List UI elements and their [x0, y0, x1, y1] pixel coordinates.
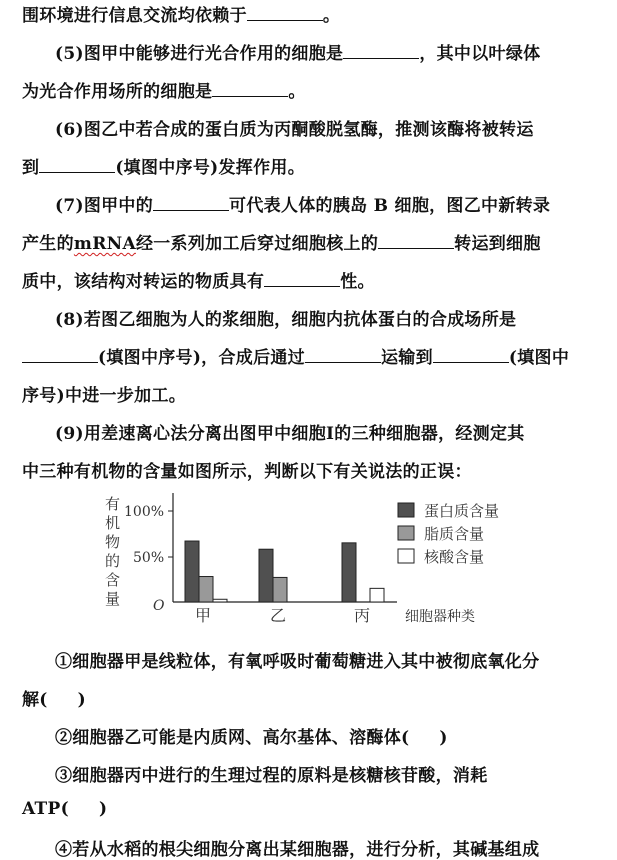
answer-blank[interactable] — [22, 348, 98, 363]
question-8-line-3 — [22, 381, 186, 406]
text: ) — [98, 799, 108, 819]
text: 到 — [22, 158, 40, 178]
answer-blank[interactable] — [378, 234, 454, 249]
statement-1-line-2 — [22, 685, 86, 710]
text: 。 — [322, 6, 341, 26]
text: (8)若图乙细胞为人的浆细胞，细胞内抗体蛋白的合成场所是 — [55, 310, 517, 330]
text: 可代表人体的胰岛 B 细胞，图乙中新转录 — [229, 196, 551, 216]
text: 转运到细胞 — [454, 234, 541, 254]
answer-blank[interactable] — [212, 82, 288, 97]
organelle-content-chart — [0, 485, 617, 635]
statement-1-line-1 — [55, 647, 539, 672]
text: ，其中以叶绿体 — [419, 44, 541, 64]
origin-label: O — [153, 598, 165, 614]
statement-2-line — [55, 723, 448, 748]
legend-label: 脂质含量 — [424, 525, 485, 543]
text: (填图中序号)发挥作用。 — [115, 158, 305, 178]
question-6-line-1 — [55, 115, 534, 140]
x-tick-label: 乙 — [270, 606, 287, 625]
question-5-line-1 — [55, 39, 540, 64]
text: 产生的 — [22, 234, 74, 254]
text: ①细胞器甲是线粒体，有氧呼吸时葡萄糖进入其中被彻底氧化分 — [55, 652, 540, 672]
text: 为光合作用场所的细胞是 — [22, 82, 213, 102]
answer-blank[interactable] — [247, 6, 323, 21]
text: 序号)中进一步加工。 — [22, 386, 187, 406]
legend-swatch — [398, 549, 414, 563]
y-axis-label — [105, 495, 120, 608]
bars — [185, 541, 384, 602]
answer-blank[interactable] — [39, 158, 115, 173]
answer-blank[interactable] — [433, 348, 509, 363]
answer-blank[interactable] — [264, 272, 340, 287]
answer-blank[interactable] — [305, 348, 381, 363]
text: (5)图甲中能够进行光合作用的细胞是 — [55, 44, 344, 64]
text: (填图中序号)，合成后通过 — [98, 348, 305, 368]
text: ) — [439, 728, 448, 748]
question-7-line-2 — [22, 229, 541, 254]
mrna-term: mRNA — [73, 234, 136, 254]
text: 解( — [22, 690, 48, 710]
bar-1-2 — [259, 549, 273, 602]
text: 中三种有机物的含量如图所示，判断以下有关说法的正误： — [22, 462, 472, 482]
text: ) — [77, 690, 86, 710]
bar-2-1 — [199, 577, 213, 602]
statement-4-line — [55, 835, 539, 860]
x-axis-label: 细胞器种类 — [405, 609, 475, 625]
bar-1-3 — [342, 543, 356, 602]
text: ②细胞器乙可能是内质网、高尔基体、溶酶体( — [55, 728, 410, 748]
text: 。 — [288, 82, 306, 102]
bar-3-1 — [213, 599, 227, 602]
legend-label: 蛋白质含量 — [424, 502, 500, 520]
legend — [398, 502, 499, 566]
text: 质中，该结构对转运的物质具有 — [22, 272, 265, 292]
y-tick-label-50: 50% — [133, 550, 165, 566]
answer-blank[interactable] — [343, 44, 419, 59]
question-6-line-2 — [22, 153, 305, 178]
x-tick-label: 甲 — [195, 606, 212, 625]
question-8-line-2 — [22, 343, 569, 368]
x-tick-labels — [195, 606, 370, 625]
answer-blank[interactable] — [153, 196, 229, 211]
text: (填图中 — [508, 348, 570, 368]
text: ③细胞器丙中进行的生理过程的原料是核糖核苷酸，消耗 — [55, 766, 488, 786]
question-7-line-3 — [22, 267, 375, 292]
legend-label: 核酸含量 — [424, 548, 485, 566]
bar-1-1 — [185, 541, 199, 602]
legend-swatch — [398, 503, 414, 517]
question-9-line-2 — [22, 457, 472, 482]
question-7-line-1 — [55, 191, 550, 216]
bar-3-3 — [370, 588, 384, 602]
question-8-line-1 — [55, 305, 516, 330]
text: (7)图甲中的 — [55, 196, 154, 216]
text: 经一系列加工后穿过细胞核上的 — [135, 234, 379, 254]
text-line — [22, 1, 340, 26]
y-axis-label-text: 有机物的含量 — [105, 495, 121, 608]
bar-2-2 — [273, 577, 287, 602]
question-5-line-2 — [22, 77, 306, 102]
y-tick-label-100: 100% — [124, 504, 165, 520]
text: (9)用差速离心法分离出图甲中细胞Ⅰ的三种细胞器，经测定其 — [55, 424, 525, 444]
text: 运输到 — [381, 348, 433, 368]
statement-3-line-2 — [22, 799, 107, 819]
text: 性。 — [340, 272, 375, 292]
x-tick-label: 丙 — [354, 606, 371, 625]
text: ATP( — [22, 799, 69, 819]
text: 围环境进行信息交流均依赖于 — [22, 6, 247, 26]
text: (6)图乙中若合成的蛋白质为丙酮酸脱氢酶，推测该酶将被转运 — [55, 120, 534, 140]
question-9-line-1 — [55, 419, 525, 444]
text: ④若从水稻的根尖细胞分离出某细胞器，进行分析，其碱基组成 — [55, 840, 540, 860]
legend-swatch — [398, 526, 414, 540]
statement-3-line-1 — [55, 761, 488, 786]
